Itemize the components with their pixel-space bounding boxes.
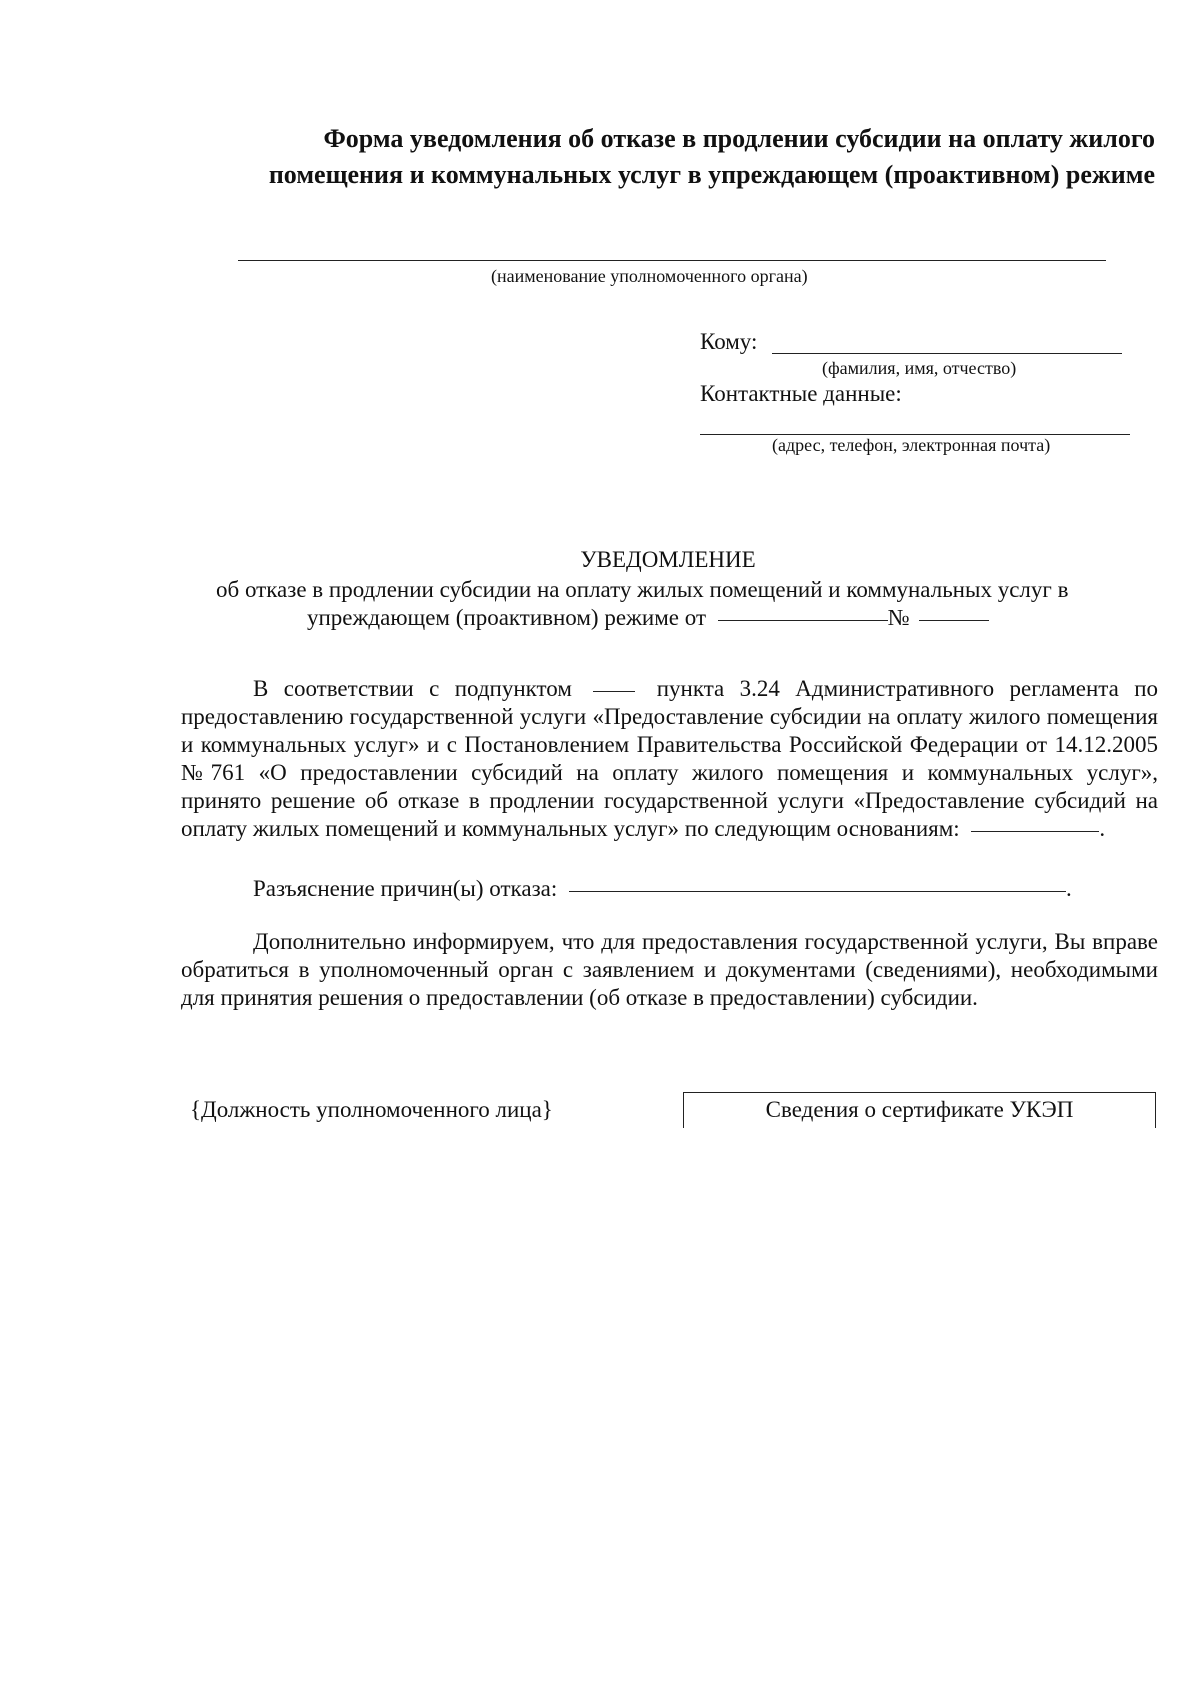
notice-subheading-2: [307, 605, 989, 631]
notice-subheading-2-prefix: упреждающем (проактивном) режиме от: [307, 605, 706, 630]
p1-period: .: [1099, 816, 1106, 841]
form-title-line2: помещения и коммунальных услуг в упреждающем (проактивном) режиме: [268, 160, 1155, 189]
reasons-period: .: [1066, 876, 1072, 901]
number-sign: №: [887, 605, 910, 630]
body-paragraph-3: Дополнительно информируем, что для предоставления государственной услуги, Вы вправе обратиться в уполномоченный орган с заявлением и документами (сведениями), необходимыми для принятия решения о предоставлении (об отказе в предоставлении) субсидии.: [181, 929, 1158, 1010]
notice-subheading-1: об отказе в продлении субсидии на оплату жилых помещений и коммунальных услуг в: [216, 577, 1069, 602]
authority-caption: (наименование уполномоченного органа): [491, 266, 808, 286]
recipient-to-label: Кому:: [700, 329, 758, 354]
authority-name-line[interactable]: [238, 260, 1106, 261]
recipient-name-caption: (фамилия, имя, отчество): [822, 358, 1017, 378]
contacts-label: Контактные данные:: [700, 381, 902, 406]
subpoint-line[interactable]: [593, 691, 635, 692]
grounds-line[interactable]: [971, 831, 1099, 832]
notice-heading: УВЕДОМЛЕНИЕ: [580, 547, 756, 572]
reasons-label: Разъяснение причин(ы) отказа:: [253, 876, 558, 901]
body-paragraph-1: [181, 675, 1158, 843]
notice-number-line[interactable]: [919, 620, 989, 621]
recipient-name-line[interactable]: [772, 353, 1122, 354]
certificate-box: Сведения о сертификате УКЭП: [683, 1092, 1156, 1128]
notice-date-line[interactable]: [718, 620, 888, 621]
p1-start: В соответствии с подпунктом: [253, 676, 572, 701]
signer-position: {Должность уполномоченного лица}: [190, 1097, 553, 1122]
reasons-line[interactable]: [569, 891, 1066, 892]
contacts-caption: (адрес, телефон, электронная почта): [772, 435, 1051, 455]
p1-rest: пункта 3.24 Административного регламента по предоставлению государственной услуги «Предоставление субсидии на оплату жилого помещения и коммунальных услуг» и с Постановлением Правительства Российской Федерации от 14.12.2005 №761 «О предоставлении субсидий на оплату жилого помещения и коммунальных услуг», принято решение об отказе в продлении государственной услуги «Предоставление субсидий на оплату жилых помещений и коммунальных услуг» по следующим основаниям:: [181, 676, 1159, 841]
form-title: [175, 121, 1155, 193]
form-title-line1: Форма уведомления об отказе в продлении субсидии на оплату жилого: [323, 124, 1155, 153]
reasons-row: [253, 876, 1072, 902]
